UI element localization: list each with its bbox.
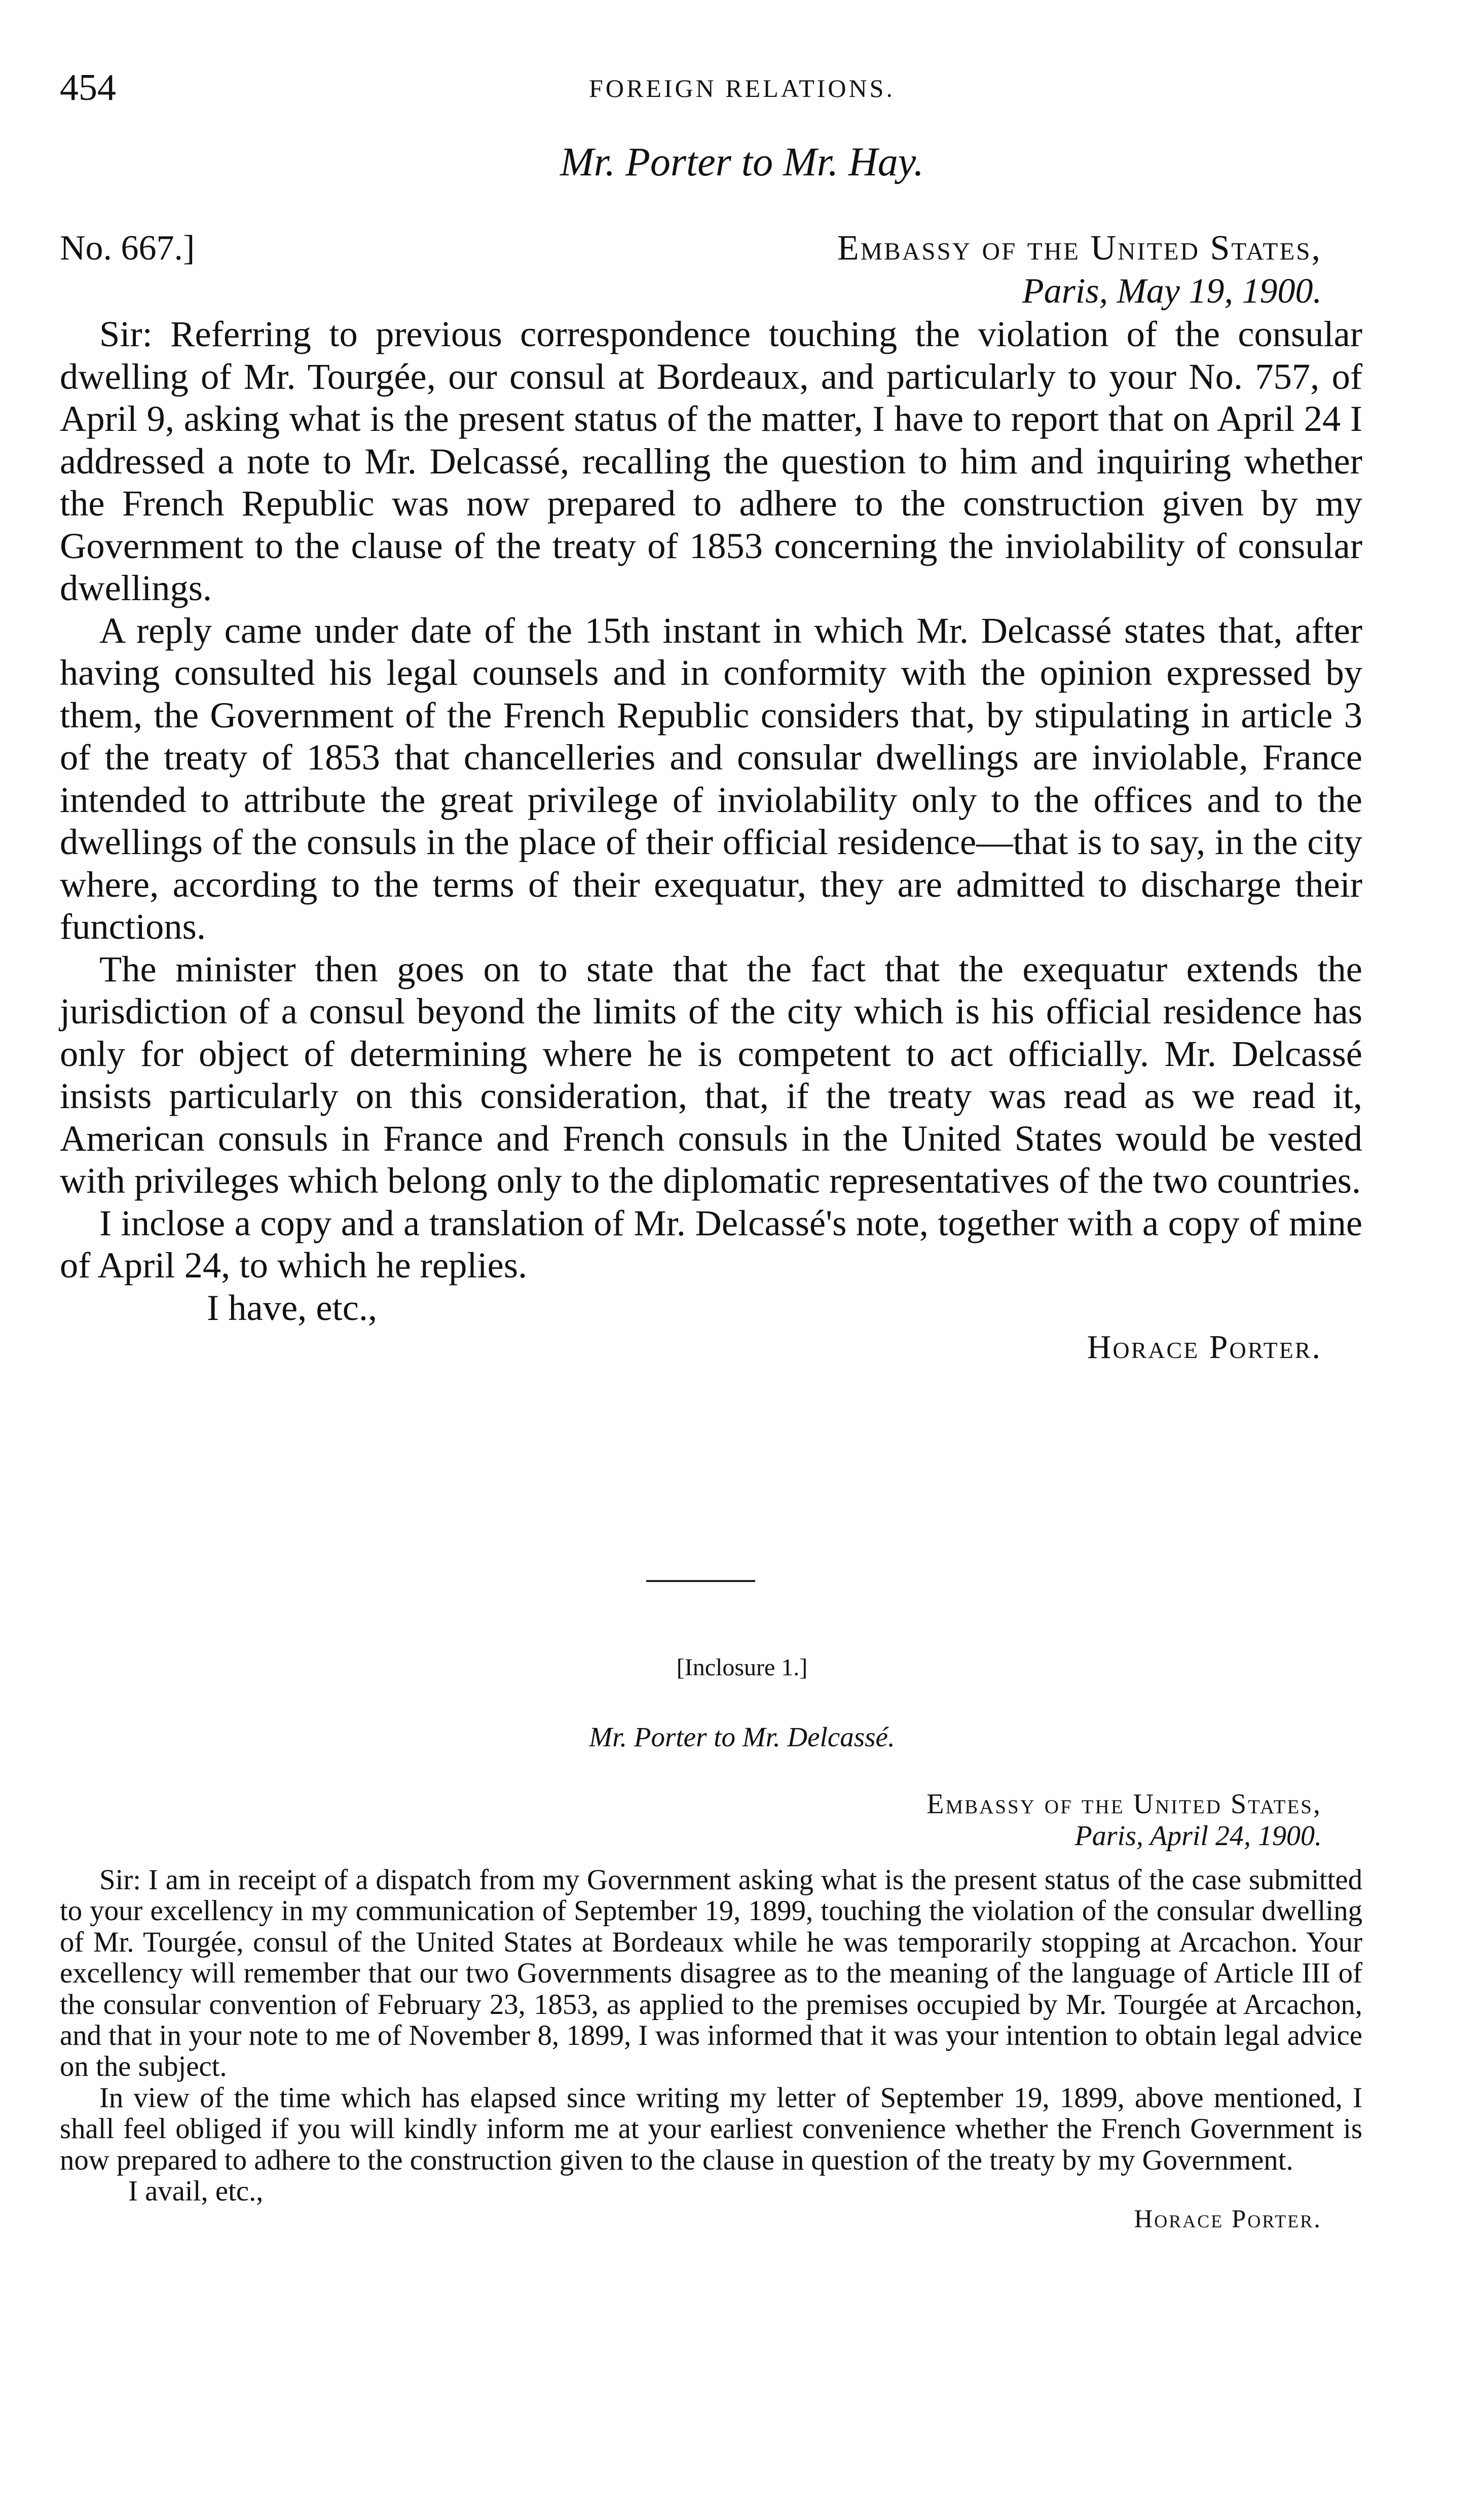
letter-paragraph: I inclose a copy and a translation of Mr. Delcassé's note, together with a copy of mine of April 24, to which he replies. xyxy=(60,1202,1362,1286)
embassy-name: Embassy of the United States, xyxy=(837,229,1322,268)
letter-paragraph: Sir: Referring to previous correspondence touching the violation of the consular dwelling of Mr. Tourgée, our consul at Bordeaux, and particularly to your No. 757, of April 9, asking what is the present status of the matter, I have to report that on April 24 I addressed a note to Mr. Delcassé, recalling the question to him and inquiring whether the French Republic was now prepared to adhere to the construction given by my Government to the clause of the treaty of 1853 concerning the inviolability of consular dwellings. xyxy=(60,313,1362,608)
enclosure-signature: Horace Porter. xyxy=(1134,2205,1322,2234)
dispatch-number: No. 667.] xyxy=(60,229,195,268)
letter-closing-row xyxy=(60,1287,1362,1370)
enclosure-dateline xyxy=(60,1788,1362,1864)
enclosure-embassy-name: Embassy of the United States, xyxy=(926,1788,1322,1820)
letter-dateline xyxy=(60,227,1362,313)
enclosure-closing-formula: I avail, etc., xyxy=(128,2175,264,2208)
letter-dateline-block xyxy=(837,227,1322,313)
letter-heading: Mr. Porter to Mr. Hay. xyxy=(560,140,924,185)
enclosure-dateline-block xyxy=(926,1788,1322,1852)
enclosure-label: [Inclosure 1.] xyxy=(676,1654,808,1681)
running-title: FOREIGN RELATIONS. xyxy=(589,74,895,102)
page-number: 454 xyxy=(60,67,116,108)
enclosure-place-date: Paris, April 24, 1900. xyxy=(1074,1820,1322,1852)
letter-paragraph: A reply came under date of the 15th instant in which Mr. Delcassé states that, after having consulted his legal counsels and in conformity with the opinion expressed by them, the Government of the French Republic considers that, by stipulating in article 3 of the treaty of 1853 that chancelleries and consular dwellings are inviolable, France intended to attribute the great privilege of inviolability only to the offices and to the dwellings of the consuls in the place of their official residence—that is to say, in the city where, according to the terms of their exequatur, they are admitted to discharge their functions. xyxy=(60,609,1362,947)
section-divider xyxy=(646,1580,755,1582)
closing-formula: I have, etc., xyxy=(207,1287,378,1328)
enclosure-body xyxy=(60,1788,1362,2236)
enclosure-paragraph: Sir: I am in receipt of a dispatch from my Government asking what is the present status of the case submitted to your excellency in my communication of September 19, 1899, touching the violation of the consular dwelling of Mr. Tourgée, consul of the United States at Bordeaux while he was temporarily stopping at Arcachon. Your excellency will remember that our two Governments disagree as to the meaning of the language of Article III of the consular convention of February 23, 1853, as applied to the premises occupied by Mr. Tourgée at Arcachon, and that in your note to me of November 8, 1899, I was informed that it was your intention to obtain legal advice on the subject. xyxy=(60,1864,1362,2083)
enclosure-paragraph: In view of the time which has elapsed since writing my letter of September 19, 1899, above mentioned, I shall feel obliged if you will kindly inform me at your earliest convenience whether the French Government is now prepared to adhere to the construction given to the clause in question of the treaty by my Government. xyxy=(60,2081,1362,2176)
enclosure-closing-row xyxy=(60,2176,1362,2236)
enclosure-heading: Mr. Porter to Mr. Delcassé. xyxy=(589,1721,895,1752)
running-head xyxy=(60,65,1424,111)
letter-body xyxy=(60,227,1362,1370)
letter-paragraph: The minister then goes on to state that the fact that the exequatur extends the jurisdiction of a consul beyond the limits of the city which is his official residence has only for object of determining where he is competent to act officially. Mr. Delcassé insists particularly on this consideration, that, if the treaty was read as we read it, American consuls in France and French consuls in the United States would be vested with privileges which belong only to the diplomatic representatives of the two countries. xyxy=(60,948,1362,1201)
place-date: Paris, May 19, 1900. xyxy=(1022,272,1322,311)
signature: Horace Porter. xyxy=(1087,1328,1322,1366)
